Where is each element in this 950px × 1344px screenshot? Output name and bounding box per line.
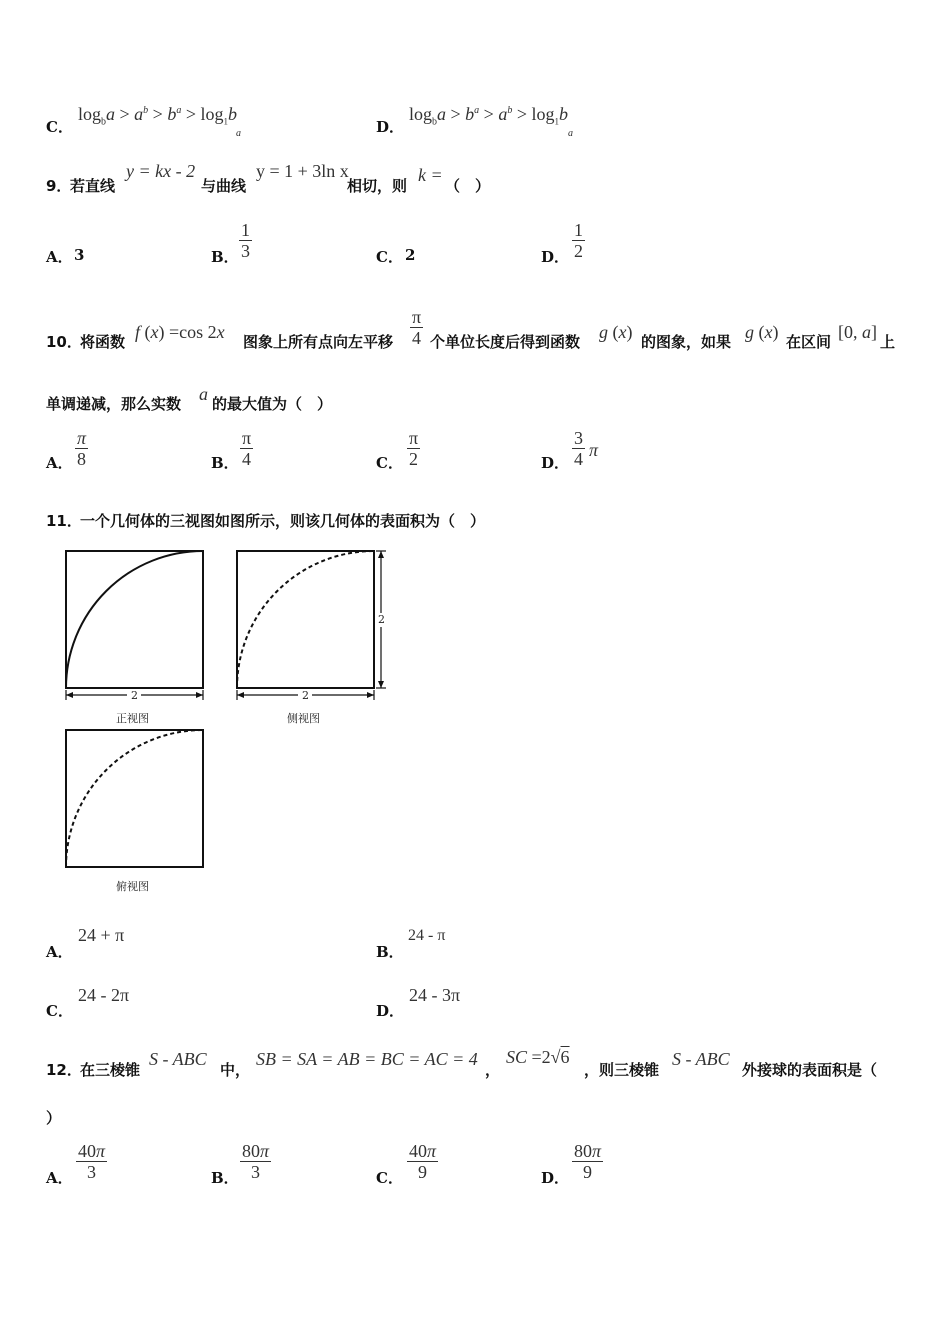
q12-text-3: ， bbox=[485, 1061, 501, 1079]
q10-option-c-value: $\frac{\pi}{2}$ bbox=[409, 428, 419, 469]
q12-text-4: ，则三棱锥 bbox=[584, 1061, 660, 1079]
top-view-square bbox=[66, 730, 203, 867]
q10-option-d-value: $\frac{3}{4}$ bbox=[574, 428, 583, 469]
q11-option-d-label: D． bbox=[376, 1002, 405, 1020]
q12-edges: SB = SA = AB = BC = AC = 4 bbox=[256, 1049, 478, 1069]
q11-option-d-value: 24 - 3π bbox=[409, 985, 461, 1005]
q9-option-d-label: D． bbox=[541, 248, 570, 266]
top-view-dashed-arc bbox=[66, 730, 203, 867]
q12-text-2: 中， bbox=[220, 1061, 251, 1079]
q9-option-c-label: C． bbox=[376, 248, 403, 266]
q10-text-1: 将函数 bbox=[80, 333, 126, 351]
q12-option-a-label: A． bbox=[46, 1169, 73, 1187]
q11-text: 一个几何体的三视图如图所示，则该几何体的表面积为（ ） bbox=[80, 512, 486, 530]
q12-number: 12． bbox=[46, 1061, 82, 1079]
q9-paren: （ ） bbox=[445, 177, 491, 195]
option-c-base-denominator: a bbox=[236, 128, 241, 139]
q12-text-1: 在三棱锥 bbox=[80, 1061, 141, 1079]
front-view-square bbox=[66, 551, 203, 688]
q10-text-2: 图象上所有点向左平移 bbox=[243, 333, 394, 351]
q12-sc-length: SC =2√6 bbox=[506, 1047, 570, 1067]
side-view-figure bbox=[231, 545, 401, 707]
q12-line2: ） bbox=[46, 1109, 62, 1127]
q10-text-5: 在区间 bbox=[786, 333, 832, 351]
q10-text-3: 个单位长度后得到函数 bbox=[430, 333, 581, 351]
front-view-caption: 正视图 bbox=[116, 712, 149, 725]
q10-option-c-label: C． bbox=[376, 454, 403, 472]
q12-option-c-value: $\frac{40\pi}{9}$ bbox=[409, 1141, 437, 1182]
front-view-figure bbox=[60, 545, 210, 707]
q11-number: 11． bbox=[46, 512, 82, 530]
q10-line2-a: 单调递减，那么实数 bbox=[46, 395, 182, 413]
q10-option-a-label: A． bbox=[46, 454, 73, 472]
q12-option-d-label: D． bbox=[541, 1169, 570, 1187]
side-view-dashed-arc bbox=[237, 551, 374, 688]
q10-option-b-value: $\frac{\pi}{4}$ bbox=[242, 428, 252, 469]
q12-option-b-label: B． bbox=[211, 1169, 239, 1187]
q9-text-3: 相切，则 bbox=[347, 177, 408, 195]
q10-option-d-pi: π bbox=[589, 440, 599, 460]
q12-option-b-value: $\frac{80\pi}{3}$ bbox=[242, 1141, 270, 1182]
q9-curve-equation: y = 1 + 3ln x bbox=[256, 161, 349, 181]
q9-option-b-label: B． bbox=[211, 248, 239, 266]
q12-option-d-value: $\frac{80\pi}{9}$ bbox=[574, 1141, 602, 1182]
q9-number: 9． bbox=[46, 177, 72, 195]
q11-option-a-label: A． bbox=[46, 943, 73, 961]
q10-number: 10． bbox=[46, 333, 82, 351]
q11-option-b-label: B． bbox=[376, 943, 404, 961]
option-d-expression: $\log_ba > b^a > a^b > \log_1b$ bbox=[409, 104, 568, 128]
q12-text-5: 外接球的表面积是（ bbox=[742, 1061, 878, 1079]
q11-option-a-value: 24 + π bbox=[78, 925, 125, 945]
q10-a-variable: a bbox=[199, 384, 208, 404]
q10-interval: [0, a] bbox=[838, 322, 877, 342]
q12-pyramid-2: S - ABC bbox=[672, 1049, 730, 1069]
q10-shift-fraction: $\frac{\pi}{4}$ bbox=[412, 307, 422, 348]
q12-pyramid-1: S - ABC bbox=[149, 1049, 207, 1069]
option-c-label: C． bbox=[46, 118, 73, 136]
q10-option-d-label: D． bbox=[541, 454, 570, 472]
option-c-expression: $\log_ba > a^b > b^a > \log_1b$ bbox=[78, 104, 237, 128]
q11-option-c-value: 24 - 2π bbox=[78, 985, 130, 1005]
option-d-label: D． bbox=[376, 118, 405, 136]
q10-text-4: 的图象，如果 bbox=[641, 333, 732, 351]
q10-function-g-1: g (x) bbox=[599, 322, 633, 342]
q9-option-a-value: 3 bbox=[74, 246, 85, 264]
q10-option-a-value: $\frac{\pi}{8}$ bbox=[77, 428, 87, 469]
q11-option-c-label: C． bbox=[46, 1002, 73, 1020]
q10-line2-b: 的最大值为（ ） bbox=[212, 395, 333, 413]
q9-text-1: 若直线 bbox=[70, 177, 116, 195]
front-view-width-label: 2 bbox=[131, 689, 138, 702]
top-view-figure bbox=[60, 724, 210, 874]
q9-option-a-label: A． bbox=[46, 248, 73, 266]
q9-line-equation: y = kx - 2 bbox=[126, 161, 196, 181]
side-view-height-label: 2 bbox=[378, 613, 385, 626]
q9-k-equals: k = bbox=[418, 165, 443, 185]
q9-text-2: 与曲线 bbox=[201, 177, 247, 195]
q9-option-d-value: $\frac{1}{2}$ bbox=[574, 220, 583, 261]
q9-option-b-value: $\frac{1}{3}$ bbox=[241, 220, 250, 261]
side-view-square bbox=[237, 551, 374, 688]
q10-function-g-2: g (x) bbox=[745, 322, 779, 342]
q12-option-c-label: C． bbox=[376, 1169, 403, 1187]
side-view-width-label: 2 bbox=[302, 689, 309, 702]
q10-function-f: f (x) =cos 2x bbox=[135, 322, 225, 342]
front-view-arc bbox=[66, 551, 203, 688]
q11-option-b-value: 24 - π bbox=[408, 927, 446, 944]
option-d-base-denominator: a bbox=[568, 128, 573, 139]
q12-option-a-value: $\frac{40\pi}{3}$ bbox=[78, 1141, 106, 1182]
q9-option-c-value: 2 bbox=[405, 246, 416, 264]
q10-option-b-label: B． bbox=[211, 454, 239, 472]
side-view-caption: 侧视图 bbox=[287, 712, 320, 725]
q10-text-6: 上 bbox=[880, 333, 896, 351]
top-view-caption: 俯视图 bbox=[116, 880, 149, 893]
